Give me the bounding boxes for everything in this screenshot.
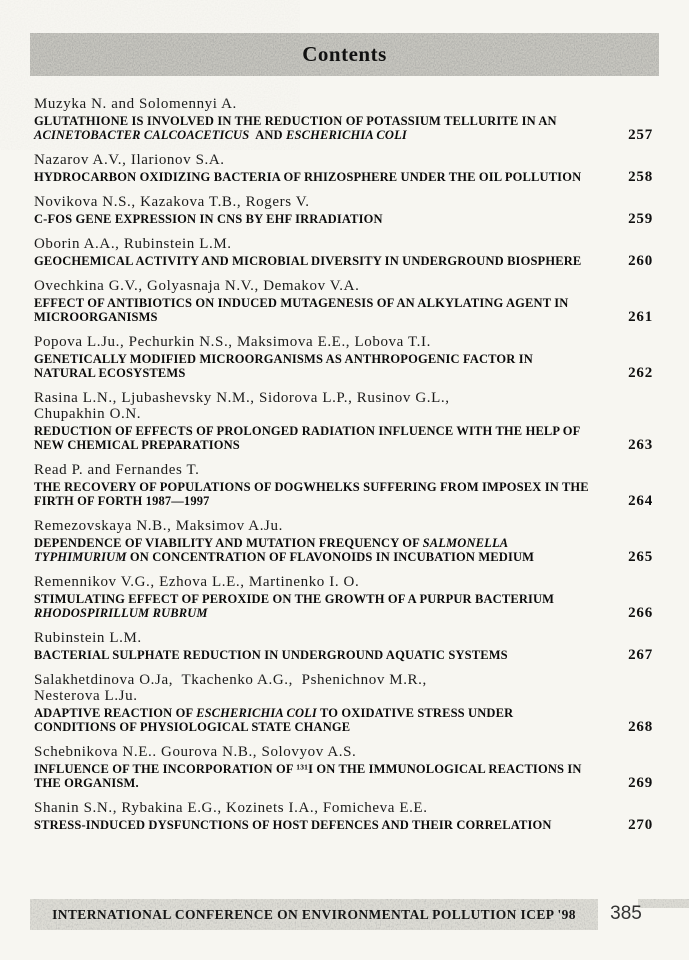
title-segment: NATURAL ECOSYSTEMS [34, 366, 186, 380]
title-line [34, 170, 591, 184]
title-segment: THE RECOVERY OF POPULATIONS OF DOGWHELKS SUFFERING FROM IMPOSEX IN THE [34, 480, 589, 494]
author-line: Read P. and Fernandes T. [34, 462, 200, 478]
toc-entry [34, 236, 653, 268]
title-line [34, 762, 591, 776]
title-line [34, 550, 591, 564]
author-line: Schebnikova N.E.. Gourova N.B., Solovyov A.S. [34, 744, 357, 760]
toc-entry [34, 278, 653, 324]
contents-banner [30, 33, 659, 76]
title-block [34, 424, 591, 452]
title-line [34, 128, 591, 142]
toc-entry [34, 574, 653, 620]
entry-page-number: 265 [628, 549, 653, 565]
title-segment: FIRTH OF FORTH 1987—1997 [34, 494, 210, 508]
title-line [34, 114, 591, 128]
title-line [34, 366, 591, 380]
entry-page-number: 270 [628, 817, 653, 833]
title-segment: MICROORGANISMS [34, 310, 158, 324]
title-line [34, 648, 591, 662]
entry-page-number: 267 [628, 647, 653, 663]
footer-page-number: 385 [610, 903, 642, 924]
title-line [34, 818, 591, 832]
author-line: Shanin S.N., Rybakina E.G., Kozinets I.A., Fomicheva E.E. [34, 800, 428, 816]
author-line: Novikova N.S., Kazakova T.B., Rogers V. [34, 194, 310, 210]
title-line [34, 606, 591, 620]
title-segment: GENETICALLY MODIFIED MICROORGANISMS AS ANTHROPOGENIC FACTOR IN [34, 352, 533, 366]
title-line [34, 536, 591, 550]
entry-page-number: 258 [628, 169, 653, 185]
title-block [34, 706, 591, 734]
title-segment: DEPENDENCE OF VIABILITY AND MUTATION FREQUENCY OF [34, 536, 423, 550]
title-segment-italic: TYPHIMURIUM [34, 550, 127, 564]
title-block [34, 212, 591, 226]
author-line: Nazarov A.V., Ilarionov S.A. [34, 152, 225, 168]
toc-entry [34, 390, 653, 452]
toc-entry [34, 334, 653, 380]
author-line: Rubinstein L.M. [34, 630, 142, 646]
footer-band [30, 899, 598, 930]
toc-entry [34, 518, 653, 564]
title-segment-italic: ESCHERICHIA COLI [286, 128, 407, 142]
title-segment-italic: ESCHERICHIA COLI [196, 706, 317, 720]
title-block [34, 536, 591, 564]
toc-entry [34, 96, 653, 142]
title-line [34, 706, 591, 720]
toc-entry [34, 630, 653, 662]
title-segment: STRESS-INDUCED DYSFUNCTIONS OF HOST DEFENCES AND THEIR CORRELATION [34, 818, 552, 832]
title-line [34, 310, 591, 324]
entry-page-number: 260 [628, 253, 653, 269]
title-segment: THE ORGANISM. [34, 776, 139, 790]
title-block [34, 818, 591, 832]
author-line: Salakhetdinova O.Ja, Tkachenko A.G., Pshenichnov M.R., [34, 672, 427, 688]
title-block [34, 480, 591, 508]
title-segment-italic: RHODOSPIRILLUM RUBRUM [34, 606, 208, 620]
title-line [34, 592, 591, 606]
entry-page-number: 268 [628, 719, 653, 735]
title-line [34, 494, 591, 508]
toc-entry [34, 744, 653, 790]
title-segment: TO OXIDATIVE STRESS UNDER [316, 706, 514, 720]
author-line: Popova L.Ju., Pechurkin N.S., Maksimova E.E., Lobova T.I. [34, 334, 431, 350]
title-segment: INFLUENCE OF THE INCORPORATION OF ¹³¹I ON THE IMMUNOLOGICAL REACTIONS IN [34, 762, 582, 776]
author-line: Remennikov V.G., Ezhova L.E., Martinenko I. O. [34, 574, 360, 590]
page-title: Contents [302, 42, 387, 66]
title-segment: GLUTATHIONE IS INVOLVED IN THE REDUCTION OF POTASSIUM TELLURITE IN AN [34, 114, 557, 128]
title-segment: STIMULATING EFFECT OF PEROXIDE ON THE GROWTH OF A PURPUR BACTERIUM [34, 592, 555, 606]
author-line: Chupakhin O.N. [34, 406, 142, 422]
title-segment-italic: SALMONELLA [422, 536, 509, 550]
title-line [34, 720, 591, 734]
title-line [34, 776, 591, 790]
entry-page-number: 263 [628, 437, 653, 453]
title-line [34, 212, 591, 226]
title-block [34, 114, 591, 142]
title-segment-italic: ACINETOBACTER CALCOACETICUS [34, 128, 250, 142]
title-block [34, 296, 591, 324]
footer-conference-label: INTERNATIONAL CONFERENCE ON ENVIRONMENTAL POLLUTION ICEP '98 [52, 906, 576, 922]
entry-page-number: 261 [628, 309, 653, 325]
title-segment: ON CONCENTRATION OF FLAVONOIDS IN INCUBATION MEDIUM [126, 550, 535, 564]
title-block [34, 170, 591, 184]
title-segment: CONDITIONS OF PHYSIOLOGICAL STATE CHANGE [34, 720, 351, 734]
entry-page-number: 259 [628, 211, 653, 227]
title-segment: NEW CHEMICAL PREPARATIONS [34, 438, 240, 452]
entry-page-number: 266 [628, 605, 653, 621]
toc-entry [34, 462, 653, 508]
author-line: Muzyka N. and Solomennyi A. [34, 96, 237, 112]
toc-entry [34, 194, 653, 226]
title-segment: C-FOS GENE EXPRESSION IN CNS BY EHF IRRADIATION [34, 212, 383, 226]
author-line: Nesterova L.Ju. [34, 688, 138, 704]
title-line [34, 296, 591, 310]
entry-page-number: 264 [628, 493, 653, 509]
title-segment: BACTERIAL SULPHATE REDUCTION IN UNDERGROUND AQUATIC SYSTEMS [34, 648, 508, 662]
toc-entry [34, 672, 653, 734]
title-segment: AND [249, 128, 287, 142]
toc-list [34, 96, 653, 842]
entry-page-number: 262 [628, 365, 653, 381]
title-segment: EFFECT OF ANTIBIOTICS ON INDUCED MUTAGENESIS OF AN ALKYLATING AGENT IN [34, 296, 569, 310]
author-line: Ovechkina G.V., Golyasnaja N.V., Demakov V.A. [34, 278, 360, 294]
author-line: Oborin A.A., Rubinstein L.M. [34, 236, 232, 252]
title-block [34, 592, 591, 620]
title-segment: ADAPTIVE REACTION OF [34, 706, 197, 720]
title-block [34, 648, 591, 662]
title-block [34, 762, 591, 790]
author-line: Rasina L.N., Ljubashevsky N.M., Sidorova L.P., Rusinov G.L., [34, 390, 450, 406]
title-line [34, 424, 591, 438]
title-line [34, 254, 591, 268]
author-line: Remezovskaya N.B., Maksimov A.Ju. [34, 518, 283, 534]
title-block [34, 352, 591, 380]
title-segment: GEOCHEMICAL ACTIVITY AND MICROBIAL DIVERSITY IN UNDERGROUND BIOSPHERE [34, 254, 582, 268]
title-segment: HYDROCARBON OXIDIZING BACTERIA OF RHIZOSPHERE UNDER THE OIL POLLUTION [34, 170, 582, 184]
title-block [34, 254, 591, 268]
toc-entry [34, 152, 653, 184]
toc-entry [34, 800, 653, 832]
title-segment: REDUCTION OF EFFECTS OF PROLONGED RADIATION INFLUENCE WITH THE HELP OF [34, 424, 581, 438]
entry-page-number: 269 [628, 775, 653, 791]
title-line [34, 352, 591, 366]
title-line [34, 480, 591, 494]
title-line [34, 438, 591, 452]
entry-page-number: 257 [628, 127, 653, 143]
